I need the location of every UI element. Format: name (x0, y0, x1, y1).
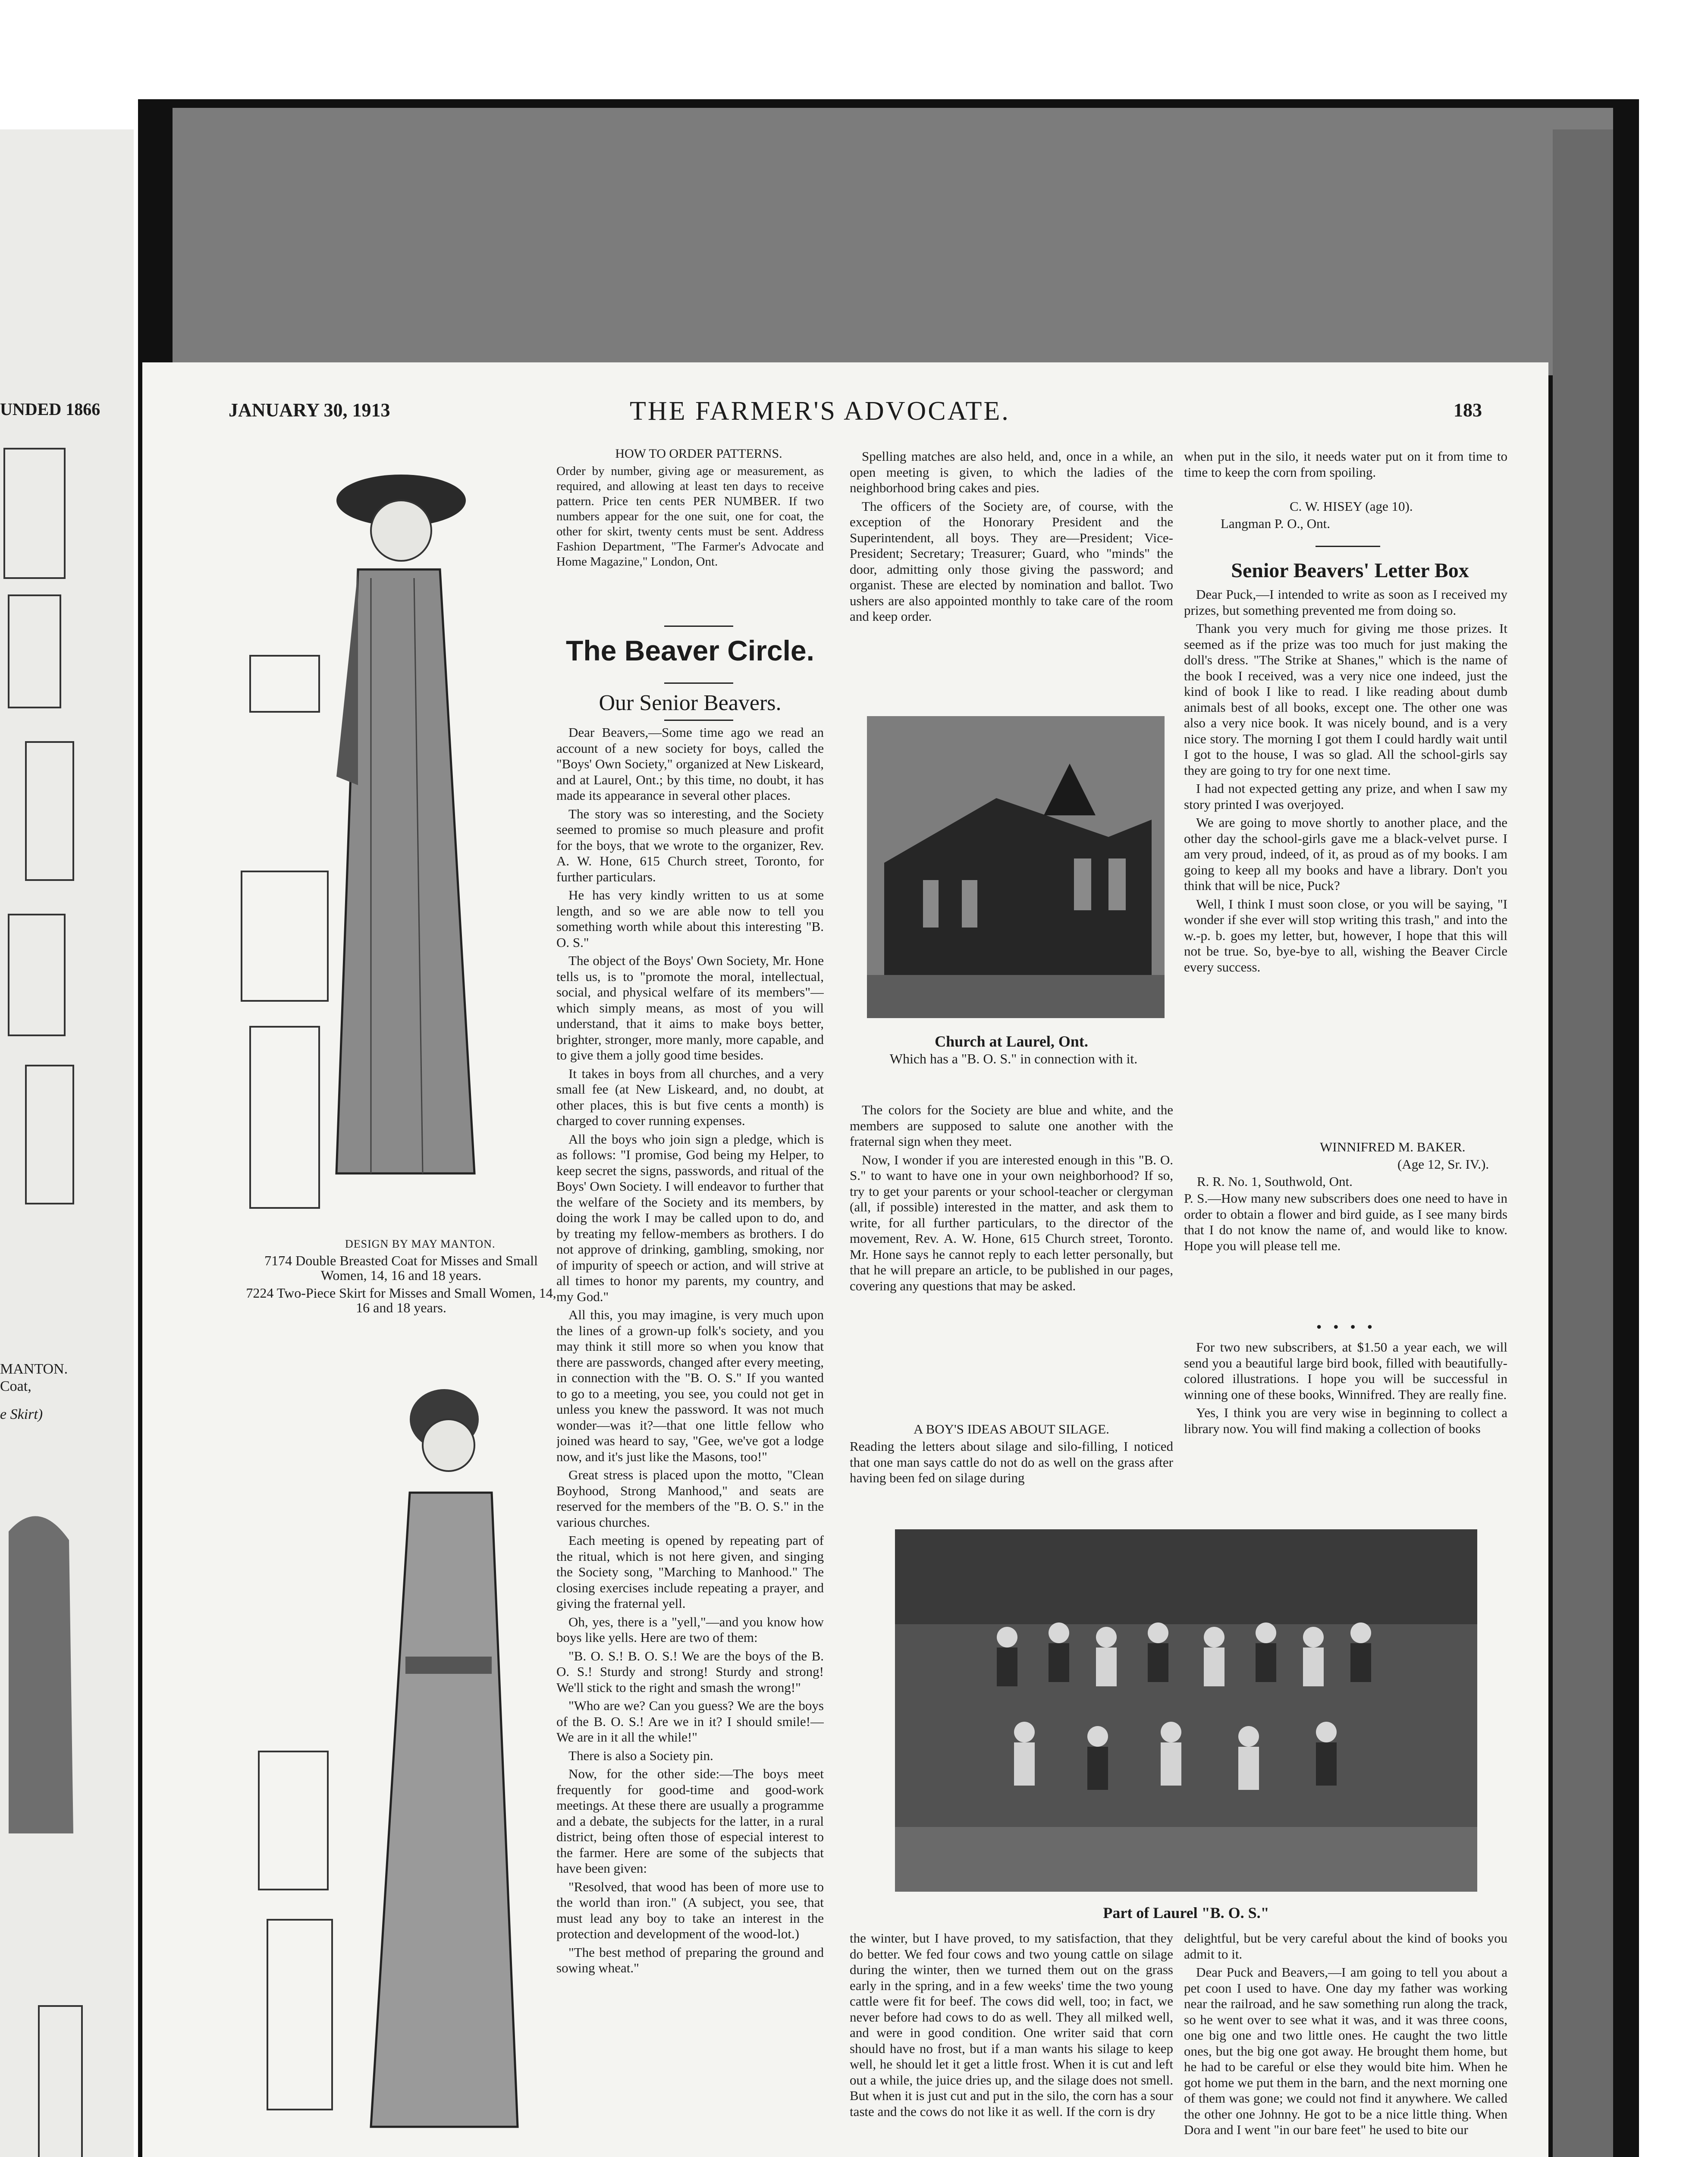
letter-box-title: Senior Beavers' Letter Box (1231, 559, 1469, 582)
paragraph: Thank you very much for giving me those prizes. It seemed as if the prize was too much for just making the doll's dress. "The Strike at Shanes," which is the name of the book I received, was a very nice one indeed, just the kind of book I like to read. I like reading about dumb animals best of all books, except one. The other one was also a very nice book. It was nicely bound, and is a very nice story. The morning I got them I could hardly wait until I got to the house, I was so glad. All the school-girls say they are going to try for one next time. (1184, 621, 1507, 778)
fashion-illustration-coat (233, 440, 561, 1234)
letter-box-continued (1184, 1931, 1507, 2157)
col3-mid-text (850, 1102, 1173, 1296)
issue-date: JANUARY 30, 1913 (229, 399, 390, 421)
church-photo (867, 716, 1165, 1018)
paragraph: The story was so interesting, and the Society seemed to promise so much pleasure and profit for the boys, that we wrote to the organizer, Rev. A. W. Hone, 615 Church street, Toronto, for further particulars. (556, 806, 824, 884)
dress-figure-icon (242, 1372, 552, 2157)
hisey-address: Langman P. O., Ont. (1221, 516, 1331, 531)
scan-gray-band (173, 108, 1613, 375)
paragraph: I had not expected getting any prize, and when I saw my story printed I was overjoyed. (1184, 781, 1507, 812)
rule-2 (664, 682, 733, 684)
baker-age: (Age 12, Sr. IV.). (1397, 1157, 1489, 1172)
paragraph: "Resolved, that wood has been of more use to the world than iron." (A subject, you see, that must lead any boy to take an interest in the protection and development of the wood-lot.) (556, 1879, 824, 1941)
publication-title: THE FARMER'S ADVOCATE. (630, 396, 1010, 426)
paragraph: Spelling matches are also held, and, once in a while, an open meeting is given, to which the ladies of the neighborhood bring cakes and pies. (850, 449, 1173, 495)
paragraph: Dear Puck,—I intended to write as soon as I received my prizes, but something prevented me from doing so. (1184, 587, 1507, 618)
paragraph: Each meeting is opened by repeating part of the ritual, which is not here given, and singing the Society song, "Marching to Manhood." The closing exercises include repeating a prayer, and giving the fraternal yell. (556, 1533, 824, 1611)
paragraph: Great stress is placed upon the motto, "Clean Boyhood, Strong Manhood," and seats are reserved for the members of the "B. O. S." in the various churches. (556, 1467, 824, 1530)
facing-page (0, 129, 134, 2157)
church-caption-title: Church at Laurel, Ont. (935, 1033, 1088, 1050)
baker-signature: WINNIFRED M. BAKER. (1320, 1139, 1466, 1154)
facing-caption-1: MANTON. (0, 1361, 68, 1377)
church-caption-sub: Which has a "B. O. S." in connection with it. (889, 1051, 1138, 1066)
beaver-circle-body (556, 725, 824, 2157)
baker-postscript: P. S.—How many new subscribers does one need to have in order to obtain a flower and bird guide, as I see many birds that I do not know the name of, and would like to know. Hope you will please tell me. (1184, 1191, 1507, 1253)
group-photo-caption: Part of Laurel "B. O. S." (1103, 1904, 1269, 1921)
paragraph: The officers of the Society are, of course, with the exception of the Honorary President and the Superintendent, all boys. They are—President; Vice-President; Secretary; Treasurer; Guard, who "minds" the door, admitting only those giving the password; and organist. These are elected by nomination and ballot. Two ushers are also appointed monthly to take care of the room and keep order. (850, 498, 1173, 624)
paragraph: All the boys who join sign a pledge, which is as follows: "I promise, God being my Helper, to keep secret the signs, passwords, and ritual of the Boys' Own Society. I will endeavor to further that the welfare of the Society and its members, by doing the work I may be called upon to do, and by treating my fellow-members as brothers. I do not approve of drinking, gambling, smoking, nor of impurity of speech or action, and will strive at all times to honor my parents, my country, and my God." (556, 1131, 824, 1304)
letter-box-reply (1184, 1339, 1507, 1439)
design1-line-1: 7174 Double Breasted Coat for Misses and Small Women, 14, 16 and 18 years. (264, 1253, 538, 1283)
silage-text-2: the winter, but I have proved, to my satisfaction, that they do better. We fed four cows and two young cattle on silage during the winter, then we turned them out on the grass early in the spring, and in a few weeks' time the two young cattle were fit for beef. The cows did well, too; in fact, we never before had cows to do as well. They all milked well, and were in good condition. One writer said that corn should have no frost, but if a man wants his silage to keep well, he should let it get a little frost. When it is cut and left out a while, the juice dries up, and the silage does not smell. But when it is just cut and put in the silo, the corn has a sour taste and the cows do not like it as well. If the corn is dry (850, 1931, 1173, 2119)
paragraph: Oh, yes, there is a "yell,"—and you know how boys like yells. Here are two of them: (556, 1614, 824, 1645)
design1-credit: DESIGN BY MAY MANTON. (345, 1238, 496, 1250)
paragraph: It takes in boys from all churches, and a very small fee (at New Liskeard, and, no doubt, at other places, this is but five cents a month) is charged to cover running expenses. (556, 1066, 824, 1128)
hisey-signature: C. W. HISEY (age 10). (1290, 499, 1413, 514)
paragraph: For two new subscribers, at $1.50 a year each, we will send you a beautiful large bird book, filled with beautifully-colored illustrations. I hope you will be successful in winning one of these books, Winnifred. They are really fine. (1184, 1339, 1507, 1402)
dress-sketch-icon (0, 1445, 108, 2157)
separator-dots: • • • • (1315, 1320, 1376, 1335)
group-of-boys-icon (895, 1529, 1477, 1892)
letter-box-body (1184, 587, 1507, 1126)
paragraph: There is also a Society pin. (568, 1748, 713, 1763)
facing-caption-2: Coat, (0, 1378, 31, 1394)
paragraph: The object of the Boys' Own Society, Mr. Hone tells us, is to "promote the moral, intellectual, social, and physical welfare of its members"—which simply means, as most of you will understand, that it aims to make boys better, brighter, stronger, more manly, more capable, and to give them a jolly good time besides. (556, 953, 824, 1063)
page-number: 183 (1454, 399, 1482, 421)
paragraph: Yes, I think you are very wise in beginning to collect a library now. You will find making a collection of books (1184, 1405, 1507, 1436)
coat-figure-icon (233, 440, 561, 1234)
paragraph: delightful, but be very careful about the kind of books you admit to it. (1184, 1931, 1507, 1962)
figure-sketch-icon (0, 440, 104, 1346)
scan-gray-band-right (1553, 129, 1613, 2157)
paragraph: Dear Beavers,—Some time ago we read an account of a new society for boys, called the "Boys' Own Society," organized at New Liskeard, and at Laurel, Ont.; by this time, no doubt, it has made its appearance in several other places. (556, 725, 824, 803)
group-photo (895, 1529, 1477, 1892)
baker-address: R. R. No. 1, Southwold, Ont. (1197, 1174, 1353, 1189)
paragraph: The colors for the Society are blue and white, and the members are supposed to salute one another with the fraternal sign when they meet. (850, 1102, 1173, 1149)
col4-top-text: when put in the silo, it needs water put on it from time to time to keep the corn from spoiling. (1184, 449, 1507, 480)
facing-page-figure-2 (0, 1445, 108, 2157)
how-to-order-body: Order by number, giving age or measurement, as required, and allowing at least ten days to receive pattern. Price ten cents PER NUMBER. If two numbers appear for the one suit, one for coat, the other for skirt, twenty cents must be sent. Address Fashion Department, "The Farmer's Advocate and Home Magazine," London, Ont. (556, 464, 824, 569)
facing-page-illustrations (0, 440, 104, 1346)
rule-4 (1316, 546, 1380, 547)
facing-caption-3: e Skirt) (0, 1406, 43, 1422)
rule-1 (664, 626, 733, 627)
paragraph: Well, I think I must soon close, or you will be saying, "I wonder if she ever will stop writing this trash," and into the w.-p. b. goes my letter, but, however, I hope that this will not be true. So, bye-bye to all, wishing the Beaver Circle every success. (1184, 896, 1507, 975)
rule-3 (664, 720, 733, 721)
left-header-fragment: UNDED 1866 (0, 399, 100, 419)
paragraph: "Who are we? Can you guess? We are the boys of the B. O. S.! Are we in it? I should smile!—We are in it all the while!" (556, 1698, 824, 1745)
paragraph: All this, you may imagine, is very much upon the lines of a grown-up folk's society, and you may think it still more so when you know that there are passwords, changed after every meeting, in connection with the "B. O. S." If you wanted to go to a meeting, you see, you could not get in unless you knew the password. It was not much wonder—was it?—that one little fellow who joined was heard to say, "Gee, we've got a lodge now, and it's just like the Masons, too!" (556, 1307, 824, 1464)
church-building-icon (867, 716, 1165, 1018)
how-to-order-heading: HOW TO ORDER PATTERNS. (615, 446, 782, 461)
paragraph: Now, for the other side:—The boys meet frequently for good-time and good-work meetings. At these there are usually a programme and a debate, the subjects for the latter, in a rural district, being often those of especial interest to the farmer. Here are some of the subjects that have been given: (556, 1766, 824, 1876)
paragraph: "B. O. S.! B. O. S.! We are the boys of the B. O. S.! Sturdy and strong! Sturdy and strong! We'll stick to the right and smash the wrong!" (556, 1648, 824, 1695)
paragraph: Now, I wonder if you are interested enough in this "B. O. S." to want to have one in your own neighborhood? If so, try to get your parents or your school-teacher or clergyman (all, if possible) interested in the matter, and ask them to write, for all further particulars, to the director of the movement, Rev. A. W. Hone, 615 Church street, Toronto. Mr. Hone says he cannot reply to each letter personally, but that he will prepare an article, to be published in our pages, covering any questions that may be asked. (850, 1152, 1173, 1293)
col3-top-text (850, 449, 1173, 627)
silage-heading: A BOY'S IDEAS ABOUT SILAGE. (914, 1421, 1109, 1437)
beaver-circle-title: The Beaver Circle. (566, 635, 814, 667)
paragraph: We are going to move shortly to another place, and the other day the school-girls gave me a black-velvet purse. I am very proud, indeed, of it, as proud as of my books. I am going to keep all my books and have a library. Don't you think that will be nice, Puck? (1184, 815, 1507, 893)
paragraph: He has very kindly written to us at some length, and so we are able now to tell you something worth while about this interesting "B. O. S." (556, 887, 824, 950)
senior-beavers-subtitle: Our Senior Beavers. (599, 691, 782, 715)
design1-line-2: 7224 Two-Piece Skirt for Misses and Small Women, 14, 16 and 18 years. (246, 1285, 556, 1315)
paragraph: Dear Puck and Beavers,—I am going to tell you about a pet coon I used to have. One day my father was working near the railroad, and he saw something run along the track, so he went over to see what it was, and it was three coons, one big one and two little ones. He caught the two little ones, but the big one got away. He brought them home, but he had to be careful or else they would bite him. When he got home we put them in the barn, and the next morning one of them was gone; we could not find it anywhere. We called the other one Johnny. He got to be a nice little thing. When Dora and I went "in our bare feet" he used to bite our (1184, 1965, 1507, 2137)
paragraph: "The best method of preparing the ground and sowing wheat." (556, 1944, 824, 1975)
silage-text-1: Reading the letters about silage and silo-filling, I noticed that one man says cattle do not do as well on the grass after having been fed on silage during (850, 1439, 1173, 1485)
fashion-illustration-dress (242, 1372, 552, 2157)
